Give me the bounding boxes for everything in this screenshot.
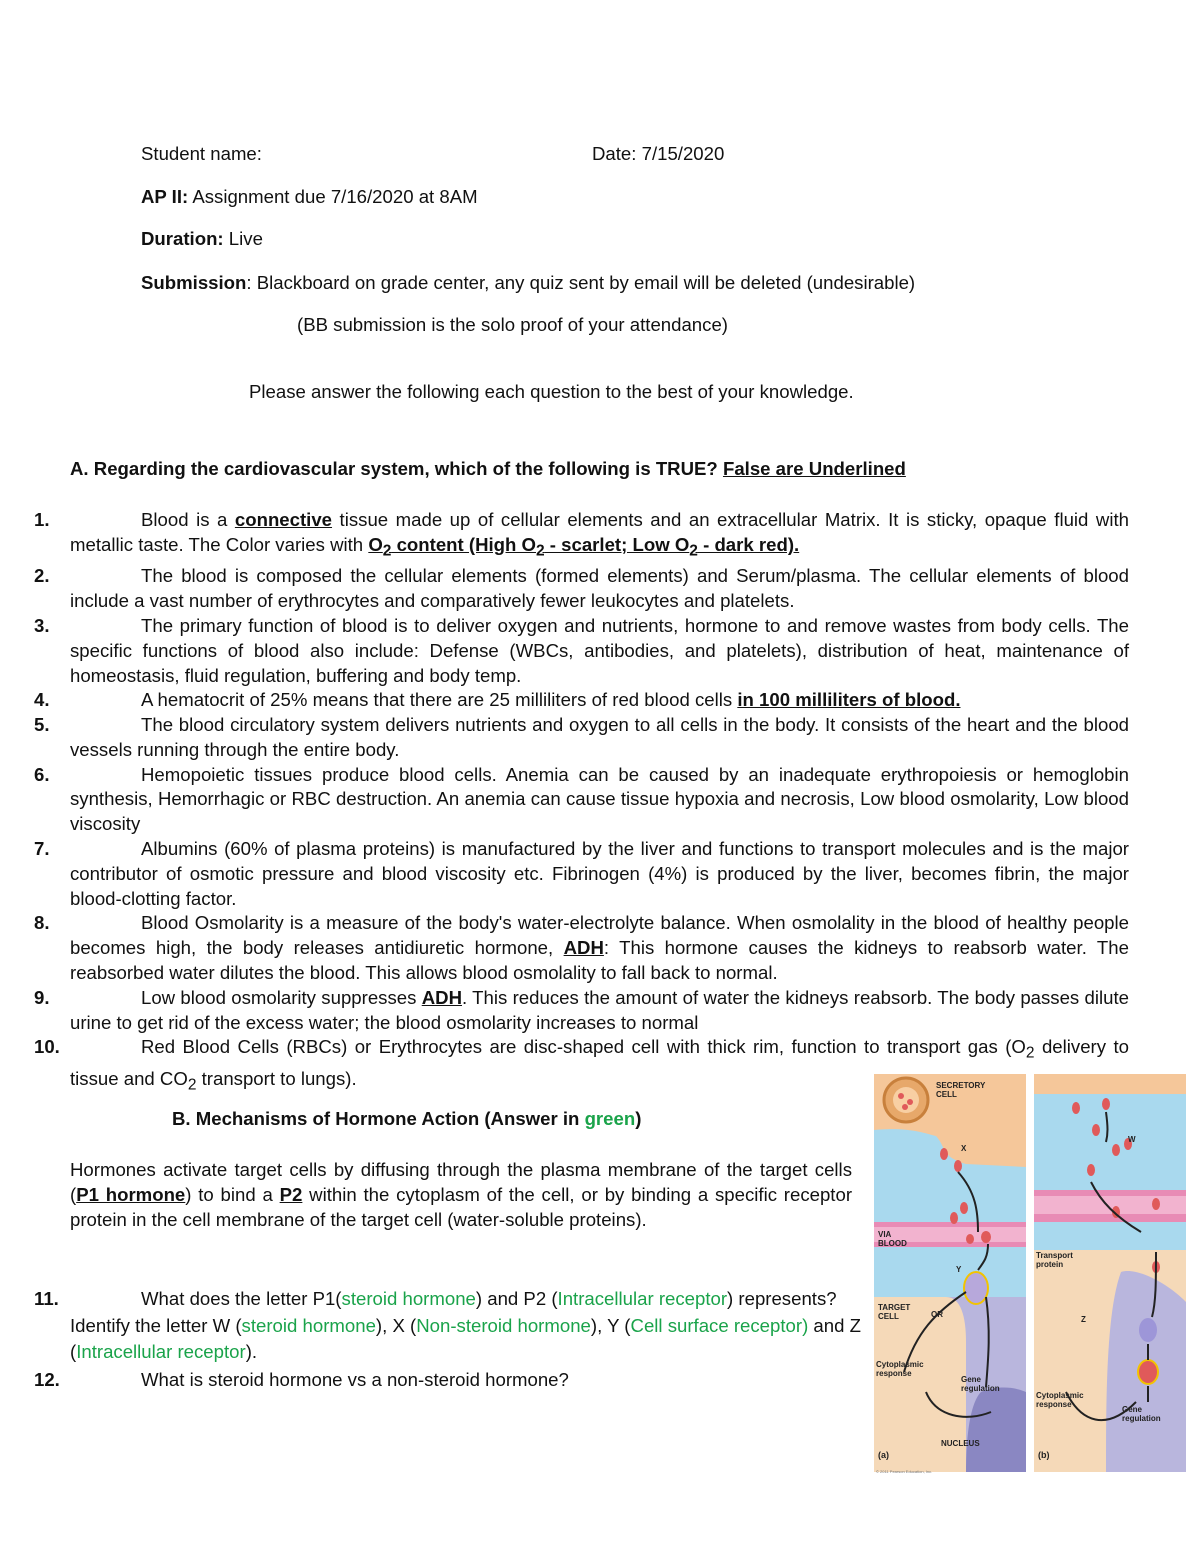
item-text: transport to lungs). xyxy=(196,1067,357,1089)
item-number: 6. xyxy=(34,763,50,785)
gene-regulation-a: Gene regulation xyxy=(961,1375,1000,1393)
list-item xyxy=(34,688,1129,713)
course-text: Assignment due 7/16/2020 at 8AM xyxy=(188,186,478,207)
item-text: Blood Osmolarity is a measure of the body's water-electrolyte balance. When osmolality in the blood of healthy people becomes high, the body releases antidiuretic hormone, xyxy=(70,912,1129,959)
item-text: The primary function of blood is to deliver oxygen and nutrients, hormone to and remove wastes from body cells. The specific functions of blood also include: Defense (WBCs, antibodies, and platelets), distribution of heat, maintenance of homeostasis, fluid regulation, buffering and body temp. xyxy=(70,614,1129,686)
duration-line xyxy=(141,228,263,250)
list-item xyxy=(34,564,1129,614)
panel-b xyxy=(1034,1074,1186,1472)
item-text: A hematocrit of 25% means that there are 25 milliliters of red blood cells xyxy=(141,689,738,711)
duration-text: Live xyxy=(223,228,263,249)
cytoplasmic-response-b: Cytoplasmic response xyxy=(1036,1391,1084,1409)
answer-green: Intracellular receptor xyxy=(76,1341,246,1362)
item-text: delivery to tissue and CO xyxy=(70,1036,1129,1089)
list-item xyxy=(34,986,1129,1036)
submission-text: : Blackboard on grade center, any quiz sent by email will be deleted (undesirable) xyxy=(246,272,916,293)
label-z: Z xyxy=(1081,1315,1086,1324)
target-cell-label: TARGET CELL xyxy=(878,1303,911,1321)
label-y: Y xyxy=(956,1265,962,1274)
label-w: W xyxy=(1128,1135,1136,1144)
hormone-action-figure xyxy=(866,1072,1191,1477)
label-x: X xyxy=(961,1144,967,1153)
or-label: OR xyxy=(931,1310,943,1319)
item-text: . This reduces the amount of water the kidneys reabsorb. The body passes dilute urine to get rid of the excess water; the blood osmolarity increases to normal xyxy=(70,986,1130,1033)
answer-green: Non-steroid hormone xyxy=(416,1314,591,1336)
item-text: Red Blood Cells (RBCs) or Erythrocytes are disc-shaped cell with thick rim, function to transport gas (O xyxy=(141,1036,1026,1058)
list-item xyxy=(34,508,1129,564)
item-underlined: ADH xyxy=(563,937,604,959)
panel-a-label: (a) xyxy=(878,1450,889,1460)
item-number: 10. xyxy=(34,1036,60,1058)
item-text: The blood is composed the cellular elements (formed elements) and Serum/plasma. The cellular elements of blood include a vast number of erythrocytes and comparatively fewer leukocytes and platelets. xyxy=(70,565,1129,612)
answer-green: Cell surface receptor) xyxy=(630,1314,809,1336)
submission-note: (BB submission is the solo proof of your attendance) xyxy=(297,314,728,335)
answer-green: steroid hormone xyxy=(341,1288,476,1309)
via-blood-label: VIA BLOOD xyxy=(878,1230,907,1248)
panel-a xyxy=(874,1074,1026,1472)
item-text: The blood circulatory system delivers nutrients and oxygen to all cells in the body. It consists of the heart and the blood vessels running through the entire body. xyxy=(70,714,1129,760)
item-text: Hemopoietic tissues produce blood cells. Anemia can be caused by an inadequate erythropoiesis or hemoglobin synthesis, Hemorrhagic or RBC destruction. An anemia can cause tissue hypoxia and necrosis, Low blood osmolarity, Low blood viscosity xyxy=(70,763,1129,835)
item-text: Blood is a xyxy=(141,509,235,530)
item-number: 9. xyxy=(34,986,50,1008)
question-11: 11. What does the letter P1(steroid hormone) and P2 (Intracellular receptor) represents? Identify the letter W (steroid hormone), X (Non-steroid hormone), Y (Cell surface receptor) and Z (Intracellular receptor). xyxy=(34,1288,861,1362)
transport-protein-label: Transport protein xyxy=(1036,1251,1073,1269)
item-underlined: ADH xyxy=(421,986,463,1008)
gene-regulation-b: Gene regulation xyxy=(1122,1405,1161,1423)
item-text: Low blood osmolarity suppresses xyxy=(141,986,422,1008)
p1-label: P1 hormone xyxy=(76,1183,186,1205)
nucleus-label: NUCLEUS xyxy=(941,1439,980,1448)
answer-green: steroid hormone xyxy=(241,1314,376,1336)
item-underlined: in 100 milliliters of blood. xyxy=(737,689,961,711)
submission-line xyxy=(141,272,915,294)
section-b-paragraph: Hormones activate target cells by diffusing through the plasma membrane of the target cells (P1 hormone) to bind a P2 within the cytoplasm of the cell, or by binding a specific receptor protein in the cell membrane of the target cell (water-soluble proteins). xyxy=(70,1159,853,1230)
question-12 xyxy=(34,1367,892,1394)
list-item: 10. Red Blood Cells (RBCs) or Erythrocytes are disc-shaped cell with thick rim, function to transport gas ($O_2$ delivery to tissue and $CO_2$ transport to lungs). xyxy=(34,1036,1129,1094)
item-number: 2. xyxy=(34,565,50,587)
list-item xyxy=(34,911,1129,985)
item-number: 7. xyxy=(34,838,50,860)
question-text: What is steroid hormone vs a non-steroid hormone? xyxy=(141,1369,569,1390)
answer-green: Intracellular receptor xyxy=(557,1288,728,1309)
figure-copyright: © 2011 Pearson Education, Inc. xyxy=(876,1469,933,1474)
item-underlined: connective xyxy=(234,509,333,530)
section-a-title-text: A. Regarding the cardiovascular system, which of the following is TRUE? xyxy=(70,458,723,479)
cytoplasmic-response-a: Cytoplasmic response xyxy=(876,1360,924,1378)
item-underlined: $O_2$ content (High $O_2$ - scarlet; Low $O_2$ - dark red). xyxy=(368,533,800,560)
date-label: Date: 7/15/2020 xyxy=(592,143,725,164)
item-text: tissue made up of cellular elements and an extracellular Matrix. It is sticky, opaque fluid with metallic taste. The Color varies with xyxy=(70,509,1129,555)
item-number: 3. xyxy=(34,614,50,636)
list-item xyxy=(34,837,1129,911)
secretory-cell-label: SECRETORY CELL xyxy=(936,1081,986,1099)
section-b-title: B. Mechanisms of Hormone Action (Answer in green) xyxy=(172,1108,642,1129)
item-number: 1. xyxy=(34,509,50,530)
student-name-label: Student name: xyxy=(141,143,262,164)
course-label: AP II: xyxy=(141,186,189,207)
item-text: : This hormone causes the kidneys to reabsorb water. The reabsorbed water dilutes the blood. This allows blood osmolality to fall back to normal. xyxy=(70,937,1129,984)
list-item xyxy=(34,713,1129,763)
course-line xyxy=(141,186,478,208)
item-number: 4. xyxy=(34,689,50,711)
item-number: 5. xyxy=(34,714,50,736)
list-item xyxy=(34,614,1129,688)
duration-label: Duration: xyxy=(141,228,224,249)
panel-b-label: (b) xyxy=(1038,1450,1050,1460)
item-number: 12. xyxy=(34,1369,60,1390)
item-number: 11. xyxy=(34,1288,59,1309)
section-b-title-green: green xyxy=(584,1108,636,1129)
submission-label: Submission xyxy=(141,272,247,293)
item-text: Albumins (60% of plasma proteins) is manufactured by the liver and functions to transport molecules and is the major contributor of osmotic pressure and blood viscosity etc. Fibrinogen (4%) is produced by the liver, becomes fibrin, the major blood-clotting factor. xyxy=(70,838,1129,909)
section-a-list xyxy=(34,508,1129,1098)
section-a-title-underlined: False are Underlined xyxy=(722,458,906,479)
instruction: Please answer the following each question to the best of your knowledge. xyxy=(249,381,854,402)
item-number: 8. xyxy=(34,912,50,934)
p2-label: P2 xyxy=(279,1183,303,1205)
section-a-title xyxy=(70,458,906,480)
list-item xyxy=(34,763,1129,837)
